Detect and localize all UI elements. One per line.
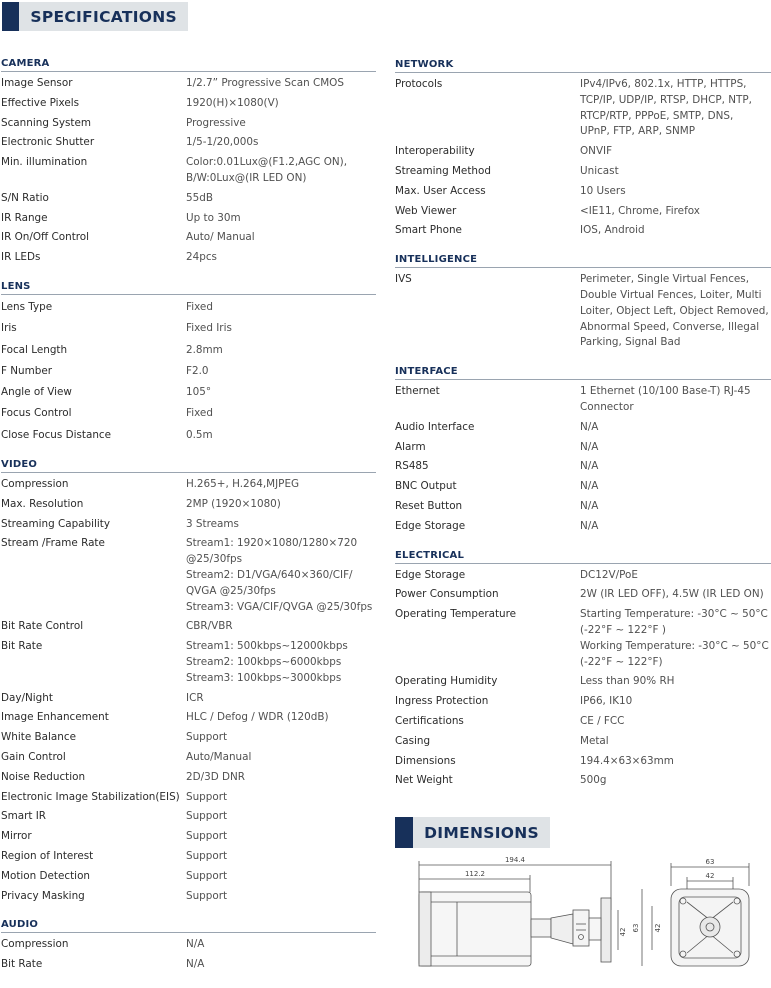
dimensions-title: DIMENSIONS [424,823,539,842]
spec-label: Bit Rate [1,640,43,653]
spec-value: 55dB [186,191,213,204]
spec-row [395,418,771,438]
spec-row [395,752,771,772]
banner-accent [395,817,413,848]
spec-row [1,74,376,94]
spec-label: Angle of View [1,386,72,399]
spec-label: Interoperability [395,145,475,158]
spec-row [1,534,376,617]
spec-label: Smart Phone [395,224,462,237]
spec-label: F Number [1,364,53,377]
spec-row [395,771,771,791]
spec-label: Electronic Image Stabilization(EIS) [1,790,180,803]
spec-value: Auto/Manual [186,751,252,763]
spec-row [1,847,376,867]
spec-label: Operating Humidity [395,675,498,688]
spec-label: Compression [1,478,69,491]
spec-label: Focus Control [1,407,72,420]
dim-body-length: 112.2 [464,870,486,878]
spec-row [1,887,376,907]
spec-row [395,497,771,517]
spec-label: Protocols [395,78,443,90]
spec-value: 1/2.7” Progressive Scan CMOS [186,77,344,89]
spec-row [1,827,376,847]
spec-value: Stream1: 1920×1080/1280×720 @25/30fps Stream2: D1/VGA/640×360/CIF/ QVGA @25/30fps Stream3: VGA/CIF/QVGA @25/30fps [186,537,373,613]
spec-value: N/A [580,420,599,433]
spec-label: Bit Rate [1,958,43,971]
spec-value: N/A [186,938,205,951]
dim-inner-height: 42 [654,923,662,933]
spec-value: IOS, Android [580,224,645,237]
spec-value: Progressive [186,116,246,129]
spec-value: 1/5-1/20,000s [186,136,259,149]
spec-row [1,382,376,403]
spec-value: Perimeter, Single Virtual Fences, Double Virtual Fences, Loiter, Multi Loiter, Object Left, Object Removed, Abnormal Speed, Converse, Illegal Parking, Signal Bad [580,273,769,349]
spec-row [395,517,771,537]
spec-row [1,617,376,637]
spec-label: Lens Type [1,300,53,313]
spec-label: Image Enhancement [1,711,109,724]
spec-row [1,515,376,535]
banner-accent [2,2,19,31]
spec-value: H.265+, H.264,MJPEG [186,478,300,491]
spec-row [395,605,771,672]
section-title: LENS [1,281,376,295]
spec-row [1,748,376,768]
section-title: ELECTRICAL [395,550,771,564]
front-view [642,863,749,966]
spec-label: Electronic Shutter [1,136,95,149]
spec-label: Net Weight [395,774,453,787]
spec-label: Focal Length [1,343,68,356]
section-title: INTERFACE [395,366,771,380]
dimensions-banner [395,817,550,848]
spec-row [1,153,376,189]
spec-row [395,162,771,182]
spec-row [395,382,771,418]
spec-value: 105° [186,386,212,399]
spec-row [1,297,376,318]
spec-label: RS485 [395,460,429,473]
spec-value: 194.4×63×63mm [580,754,674,767]
spec-row [1,475,376,495]
spec-label: BNC Output [395,480,457,493]
section-title: INTELLIGENCE [395,254,771,268]
spec-label: IR Range [1,211,48,224]
spec-row [1,768,376,788]
spec-row [1,788,376,808]
spec-label: Dimensions [395,754,456,767]
spec-value: N/A [580,440,599,453]
spec-row [395,477,771,497]
spec-row [395,457,771,477]
spec-label: Power Consumption [395,588,499,601]
spec-value: Metal [580,734,609,747]
spec-label: Image Sensor [1,77,73,89]
section-camera [1,58,376,268]
spec-row [1,689,376,709]
section-lens [1,281,376,446]
spec-label: Motion Detection [1,869,91,882]
spec-row [1,114,376,134]
spec-value: HLC / Defog / WDR (120dB) [186,711,329,724]
spec-row [1,867,376,887]
spec-row [1,637,376,688]
spec-row [395,712,771,732]
spec-value: IP66, IK10 [580,695,633,708]
spec-value: Starting Temperature: -30°C ~ 50°C (-22°F ~ 122°F ) Working Temperature: -30°C ~ 50°C (-22°F ~ 122°F) [580,608,769,668]
specifications-banner [2,2,188,31]
spec-row [1,228,376,248]
spec-label: Edge Storage [395,519,466,532]
spec-value: N/A [580,460,599,473]
spec-label: Audio Interface [395,420,475,433]
spec-value: Up to 30m [186,211,241,224]
spec-label: Compression [1,938,69,951]
dim-front-height: 63 [632,923,640,933]
section-title: VIDEO [1,459,376,473]
spec-label: Edge Storage [395,568,466,581]
spec-value: Fixed Iris [186,322,232,335]
spec-value: Support [186,790,228,803]
spec-label: Close Focus Distance [1,428,112,441]
spec-row [395,142,771,162]
spec-label: Ethernet [395,385,440,398]
spec-value: ICR [186,691,204,704]
spec-label: IVS [395,273,412,286]
spec-row [1,935,376,955]
spec-label: S/N Ratio [1,191,49,204]
spec-label: Streaming Method [395,164,491,177]
spec-value: Support [186,830,228,843]
spec-value: Fixed [186,300,213,313]
section-network [395,59,771,241]
spec-value: F2.0 [186,364,209,377]
spec-label: Bit Rate Control [1,620,84,633]
spec-label: Operating Temperature [395,608,517,621]
spec-row [1,361,376,382]
spec-value: 10 Users [580,184,626,197]
spec-label: Day/Night [1,691,53,704]
spec-row [395,438,771,458]
spec-value: 24pcs [186,251,217,264]
spec-value: Support [186,889,228,902]
spec-row [395,672,771,692]
spec-row [1,340,376,361]
spec-row [1,495,376,515]
spec-value: DC12V/PoE [580,568,638,581]
spec-value: Less than 90% RH [580,675,675,688]
spec-label: Noise Reduction [1,770,86,783]
spec-value: 1 Ethernet (10/100 Base-T) RJ-45 Connector [580,385,751,413]
spec-label: Web Viewer [395,204,457,217]
spec-label: Casing [395,734,431,747]
specifications-title: SPECIFICATIONS [30,7,177,26]
spec-label: Gain Control [1,751,66,763]
spec-row [395,221,771,241]
spec-label: Reset Button [395,499,463,512]
spec-value: 2.8mm [186,343,223,356]
spec-row [1,807,376,827]
section-title: AUDIO [1,919,376,933]
section-electrical [395,550,771,792]
spec-label: Mirror [1,830,32,843]
spec-row [1,318,376,339]
spec-value: Color:0.01Lux@(F1.2,AGC ON), B/W:0Lux@(IR LED ON) [186,156,348,184]
spec-value: Support [186,869,228,882]
spec-row [1,94,376,114]
spec-label: Region of Interest [1,849,94,862]
section-title: CAMERA [1,58,376,72]
spec-value: CBR/VBR [186,620,233,633]
spec-label: Scanning System [1,116,91,129]
spec-label: Certifications [395,714,464,727]
spec-label: Privacy Masking [1,889,85,902]
spec-label: White Balance [1,731,76,744]
left-spec-column [1,58,376,988]
spec-row [1,425,376,446]
dim-side-height: 42 [619,927,627,937]
spec-value: Support [186,731,228,744]
spec-value: <IE11, Chrome, Firefox [580,204,700,217]
spec-label: Streaming Capability [1,517,111,530]
spec-label: Smart IR [1,810,47,823]
spec-row [395,75,771,142]
dim-total-length: 194.4 [504,856,526,864]
spec-row [1,133,376,153]
spec-row [395,732,771,752]
spec-label: Iris [1,322,17,335]
spec-label: Effective Pixels [1,96,80,109]
spec-value: 2MP (1920×1080) [186,497,281,510]
spec-label: Alarm [395,440,426,453]
spec-value: Fixed [186,407,213,420]
spec-row [395,566,771,586]
spec-value: N/A [580,480,599,493]
spec-row [395,692,771,712]
section-video [1,459,376,906]
spec-row [1,248,376,268]
spec-label: Max. Resolution [1,497,84,510]
spec-row [395,182,771,202]
spec-value: Auto/ Manual [186,231,255,244]
spec-value: Support [186,849,228,862]
spec-label: Max. User Access [395,184,486,197]
spec-value: 2D/3D DNR [186,770,246,783]
spec-row [1,209,376,229]
side-view [419,861,618,966]
right-spec-column [395,59,771,804]
spec-value: 500g [580,774,607,787]
spec-row [1,189,376,209]
spec-label: IR LEDs [1,251,41,264]
spec-value: 3 Streams [186,517,239,530]
spec-row [1,708,376,728]
spec-label: Ingress Protection [395,695,489,708]
spec-label: IR On/Off Control [1,231,90,244]
spec-value: CE / FCC [580,714,625,727]
dim-front-width: 63 [705,858,715,866]
spec-value: Unicast [580,164,619,177]
spec-value: IPv4/IPv6, 802.1x, HTTP, HTTPS, TCP/IP, UDP/IP, RTSP, DHCP, NTP, RTCP/RTP, PPPoE, SMTP, DNS, UPnP, FTP, ARP, SNMP [580,78,752,138]
spec-row [1,728,376,748]
spec-value: N/A [186,958,205,971]
dimension-drawing [397,852,769,978]
spec-value: Support [186,810,228,823]
spec-value: ONVIF [580,145,613,158]
spec-value: N/A [580,499,599,512]
spec-row [395,270,771,353]
spec-value: 2W (IR LED OFF), 4.5W (IR LED ON) [580,588,764,601]
spec-row [395,202,771,222]
section-audio [1,919,376,975]
dim-inner-width: 42 [705,872,715,880]
spec-row [395,585,771,605]
section-intelligence [395,254,771,353]
spec-value: N/A [580,519,599,532]
spec-value: Stream1: 500kbps~12000kbps Stream2: 100kbps~6000kbps Stream3: 100kbps~3000kbps [186,640,348,684]
spec-label: Min. illumination [1,156,88,169]
section-interface [395,366,771,536]
spec-value: 0.5m [186,428,213,441]
spec-label: Stream /Frame Rate [1,537,105,550]
section-title: NETWORK [395,59,771,73]
spec-value: 1920(H)×1080(V) [186,96,279,109]
spec-row [1,955,376,975]
spec-row [1,403,376,424]
